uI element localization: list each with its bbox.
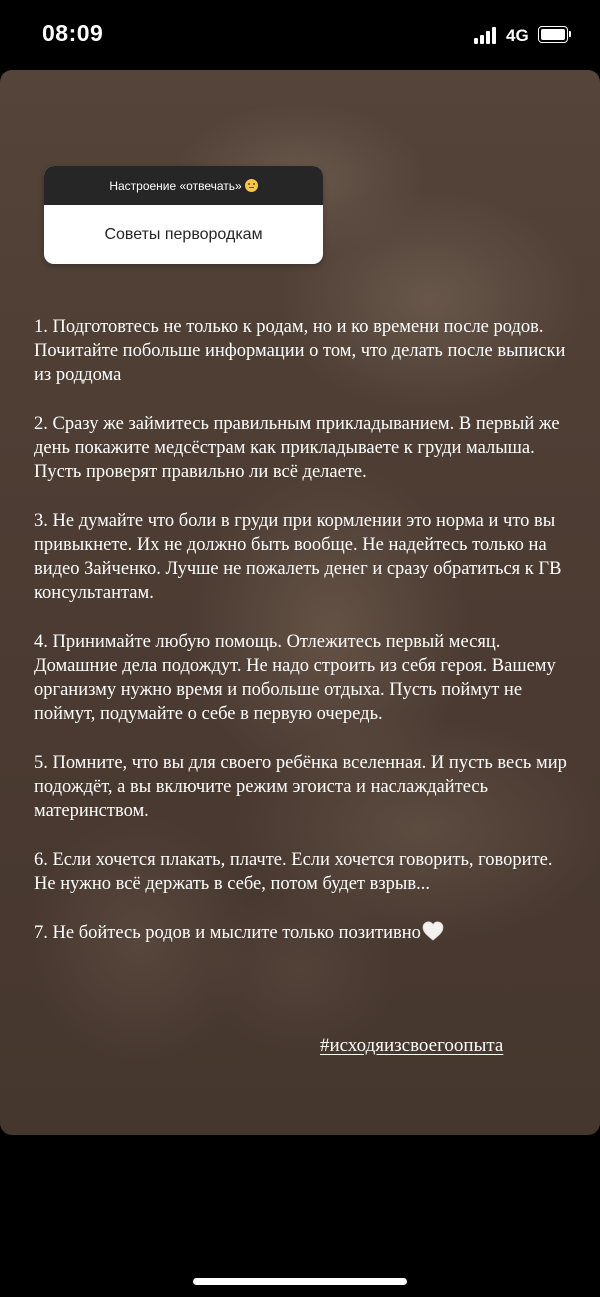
battery-icon [538, 26, 570, 43]
tip-text: 5. Помните, что вы для своего ребёнка вселенная. И пусть весь мир подождёт, а вы включите режим эгоиста и наслаждайтесь материнством. [34, 753, 567, 821]
smiling-emoji-icon [245, 179, 258, 192]
tip-text: 6. Если хочется плакать, плачте. Если хочется говорить, говорите. Не нужно всё держать в себе, потом будет взрыв... [34, 850, 553, 894]
network-type: 4G [506, 26, 529, 45]
tip-item [34, 509, 574, 605]
tip-text: 4. Принимайте любую помощь. Отлежитесь первый месяц. Домашние дела подождут. Не надо строить из себя героя. Вашему организму нужно время и побольше отдыха. Пусть поймут не поймут, подумайте о себе в первую очередь. [34, 632, 556, 724]
home-indicator[interactable] [193, 1278, 407, 1285]
status-bar [0, 0, 600, 70]
question-sticker[interactable] [44, 166, 323, 264]
tip-item [34, 315, 574, 387]
tip-text: 1. Подготовтесь не только к родам, но и ко времени после родов. Почитайте побольше информации о том, что делать после выписки из роддома [34, 317, 566, 385]
question-sticker-prompt: Настроение «отвечать» [109, 178, 242, 193]
status-time: 08:09 [42, 20, 104, 46]
tip-item [34, 848, 574, 896]
tip-text: 3. Не думайте что боли в груди при кормлении это норма и что вы привыкнете. Их не должно быть вообще. Не надейтесь только на видео Зайченко. Лучше не пожалеть денег и сразу обратиться к ГВ консультантам. [34, 511, 562, 603]
white-heart-icon [422, 921, 444, 941]
tip-text: 2. Сразу же займитесь правильным прикладыванием. В первый же день покажите медсёстрам как прикладываете к груди малыша. Пусть проверят правильно ли всё делаете. [34, 414, 560, 482]
hashtag-link[interactable]: #исходяизсвоегоопыта [320, 1035, 504, 1056]
tips-list [34, 315, 574, 970]
tip-item [34, 921, 574, 945]
tip-text: 7. Не бойтесь родов и мыслите только позитивно [34, 923, 421, 943]
tip-item [34, 751, 574, 823]
story-card[interactable] [0, 70, 600, 1135]
tip-item [34, 630, 574, 726]
tip-item [34, 412, 574, 484]
question-sticker-header [44, 166, 323, 205]
question-sticker-answer: Советы первородкам [104, 225, 263, 243]
cellular-signal-icon [474, 27, 500, 44]
